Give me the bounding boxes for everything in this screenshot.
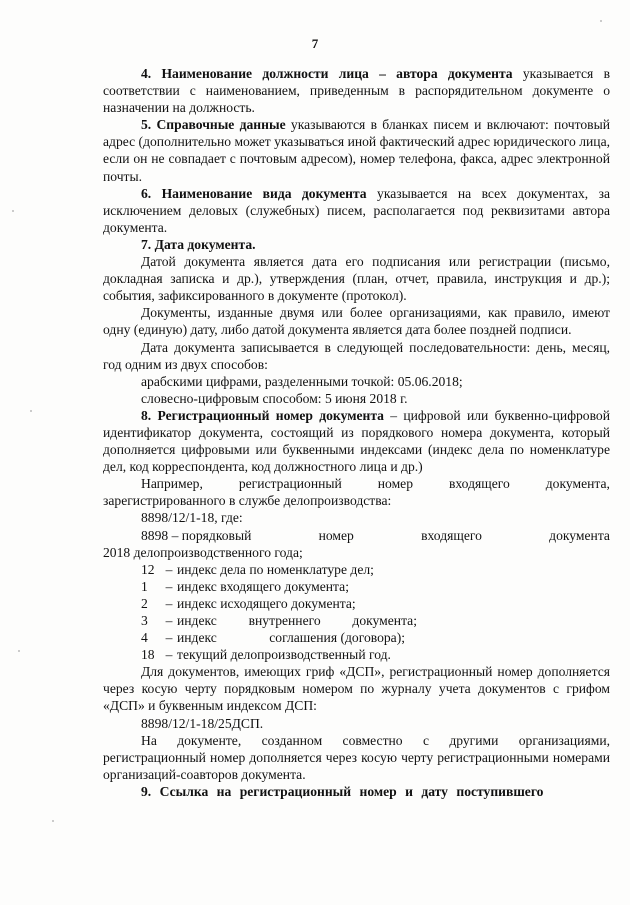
- example-intro-line-2: зарегистрированного в службе делопроизводства:: [103, 493, 392, 509]
- index-item-18: [103, 646, 610, 663]
- section-5-heading: 5. Справочные данные: [141, 117, 286, 133]
- explanation-word: номер: [318, 527, 354, 543]
- date-format-arabic: арабскими цифрами, разделенными точкой: 05.06.2018;: [141, 373, 463, 389]
- section-6-text: указывается на всех документах, за исключением деловых (служебных) писем, располагается под реквизитами автора документа.: [103, 185, 610, 235]
- document-body: [103, 65, 610, 800]
- section-5-paragraph: [103, 116, 610, 184]
- scan-speck: [30, 410, 32, 412]
- index-item-12: [103, 561, 610, 578]
- explanation-word: документа: [549, 527, 610, 543]
- section-7-paragraph-1: Датой документа является дата его подписания или регистрации (письмо, докладная записка и др.), утверждения (план, отчет, правила, инструкция и др.); события, зафиксированного в документе (протокол).: [103, 254, 610, 304]
- index-word: индекс: [177, 613, 217, 628]
- index-number: 2: [141, 595, 148, 611]
- dash-separator: –: [165, 647, 173, 663]
- scan-speck: [12, 210, 14, 212]
- index-word: внутреннего: [248, 613, 321, 628]
- example-word: регистрационный: [238, 476, 342, 492]
- section-4-paragraph: [103, 65, 610, 116]
- dash-separator: –: [165, 595, 173, 611]
- index-number: 4: [141, 630, 148, 646]
- index-number: 18: [141, 647, 155, 663]
- scan-speck: [52, 820, 54, 822]
- section-4-heading: 4. Наименование должности лица – автора документа: [141, 66, 513, 81]
- index-item-1: [103, 578, 610, 595]
- explanation-word: входящего: [421, 527, 482, 543]
- section-8-paragraph: [103, 407, 610, 475]
- section-9-paragraph: [103, 783, 610, 800]
- page-number: 7: [311, 36, 319, 51]
- joint-document-paragraph: На документе, созданном совместно с другими организациями, регистрационный номер дополняется через косую черту регистрационными номерами организаций-соавторов документа.: [103, 732, 610, 782]
- index-description: [177, 629, 405, 646]
- example-registration-number: 8898/12/1-18, где:: [141, 510, 243, 526]
- index-number: 3: [141, 613, 148, 628]
- example-intro-line: [103, 475, 610, 492]
- dash-separator: –: [165, 578, 173, 594]
- date-format-verbal: словесно-цифровым способом: 5 июня 2018 г.: [141, 390, 408, 406]
- section-7-paragraph-2: Документы, изданные двумя или более организациями, как правило, имеют одну (единую) дату, либо датой документа является дата более поздней подписи.: [103, 305, 610, 338]
- section-7-heading-line: [103, 236, 610, 253]
- index-word: индекс: [177, 630, 217, 646]
- index-number: 12: [141, 561, 155, 577]
- example-word: входящего: [448, 476, 510, 492]
- section-8-heading: 8. Регистрационный номер документа: [141, 407, 384, 423]
- scan-speck: [600, 20, 602, 22]
- scan-speck: [18, 650, 20, 652]
- explanation-line-2: 2018 делопроизводственного года;: [103, 544, 303, 560]
- index-item-4: [103, 629, 610, 646]
- example-word: номер: [377, 476, 414, 492]
- section-6-paragraph: [103, 185, 610, 236]
- index-word: документа;: [352, 613, 417, 628]
- section-6-heading: 6. Наименование вида документа: [141, 185, 367, 201]
- section-8-text: – цифровой или буквенно-цифровой идентификатор документа, состоящий из порядкового номера документа, который дополняется цифровыми или буквенными индексами (индекс дела по номенклатуре дел, код корреспондента, код должностного лица и др.): [103, 407, 611, 475]
- explanation-line-1: [103, 527, 610, 544]
- dash-separator: –: [165, 613, 173, 628]
- index-word: соглашения (договора);: [269, 630, 405, 646]
- section-5-text: указываются в бланках писем и включают: почтовый адрес (дополнительно может указываться иной фактический адрес юридического лица, если он не совпадает с почтовым адресом), номер телефона, факса, адрес электронной почты.: [103, 117, 610, 184]
- index-number: 1: [141, 578, 148, 594]
- dsp-example-number: 8898/12/1-18/25ДСП.: [141, 715, 264, 731]
- dash-separator: –: [165, 630, 173, 646]
- section-7-paragraph-3: Дата документа записывается в следующей последовательности: день, месяц, год одним из двух способов:: [103, 339, 610, 372]
- dsp-paragraph: Для документов, имеющих гриф «ДСП», регистрационный номер дополняется через косую черту порядковым номером по журналу учета документов с грифом «ДСП» и буквенным индексом ДСП:: [103, 664, 610, 714]
- index-item-3: [103, 612, 610, 629]
- section-7-heading: 7. Дата документа.: [141, 236, 256, 252]
- index-description: [177, 612, 417, 629]
- index-description: индекс входящего документа;: [177, 578, 349, 594]
- explanation-word: 8898 – порядковый: [141, 527, 252, 543]
- example-word: документа,: [545, 476, 610, 492]
- dash-separator: –: [165, 561, 173, 577]
- section-9-heading: 9. Ссылка на регистрационный номер и дату поступившего: [141, 783, 544, 799]
- index-description: индекс исходящего документа;: [177, 595, 356, 611]
- example-word: Например,: [141, 476, 203, 492]
- index-description: текущий делопроизводственный год.: [177, 647, 391, 663]
- index-description: индекс дела по номенклатуре дел;: [177, 561, 374, 577]
- section-4-text: указывается в соответствии с наименованием, приведенным в распорядительном документе о назначении на должность.: [103, 66, 610, 116]
- index-item-2: [103, 595, 610, 612]
